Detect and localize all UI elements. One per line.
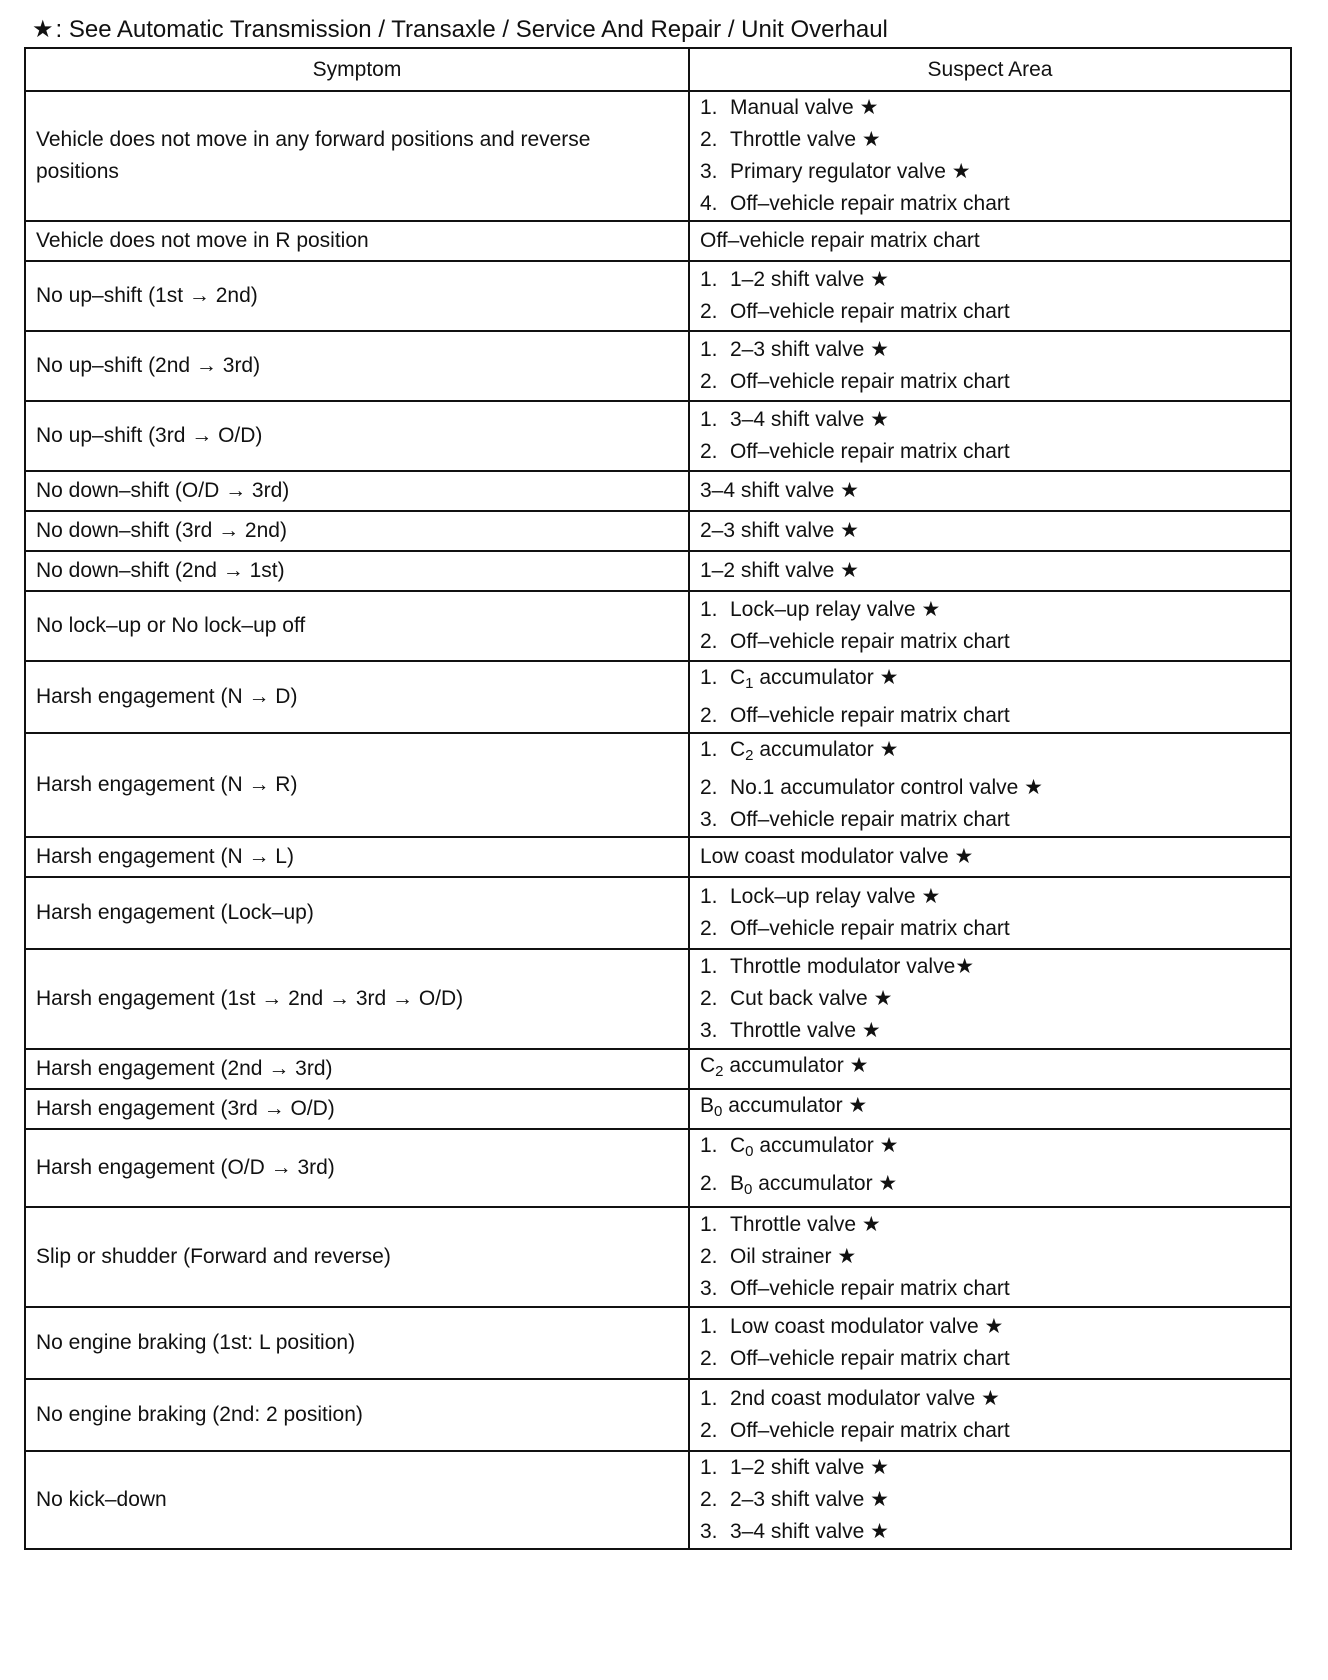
suspect-area-cell <box>689 401 1291 471</box>
list-item-number: 1. <box>700 955 718 978</box>
list-item <box>700 188 1280 220</box>
table-row <box>25 591 1291 661</box>
suspect-area-item <box>700 841 1280 873</box>
suspect-area-text: 3–4 shift valve ★ <box>730 408 889 431</box>
suspect-area-cell <box>689 261 1291 331</box>
suspect-area-cell <box>689 1379 1291 1451</box>
table-row <box>25 1129 1291 1207</box>
suspect-area-cell <box>689 511 1291 551</box>
suspect-area-cell <box>689 1049 1291 1089</box>
list-item <box>700 913 1280 945</box>
list-item-number: 2. <box>700 704 718 727</box>
component-letter: B <box>730 1172 745 1195</box>
component-subscript: 2 <box>745 747 754 764</box>
list-item <box>700 404 1280 436</box>
suspect-area-column-header: Suspect Area <box>689 48 1291 91</box>
suspect-area-item <box>700 1050 1280 1088</box>
symptom-cell: Harsh engagement (O/D → 3rd) <box>25 1129 689 1207</box>
list-item-number: 2. <box>700 1172 718 1195</box>
table-row <box>25 261 1291 331</box>
component-letter: B <box>700 1094 715 1117</box>
table-row <box>25 221 1291 261</box>
suspect-area-cell <box>689 661 1291 733</box>
suspect-area-text: 2nd coast modulator valve ★ <box>730 1387 1000 1410</box>
suspect-area-text: 1–2 shift valve ★ <box>700 559 859 582</box>
list-item-number: 1. <box>700 338 718 361</box>
component-subscript: 0 <box>714 1103 723 1120</box>
list-item-number: 3. <box>700 160 718 183</box>
list-item <box>700 366 1280 398</box>
table-row <box>25 837 1291 877</box>
suspect-area-text: Off–vehicle repair matrix chart <box>730 630 1010 653</box>
list-item-number: 1. <box>700 1213 718 1236</box>
symptom-cell: Harsh engagement (Lock–up) <box>25 877 689 949</box>
suspect-area-list <box>700 951 1280 1047</box>
suspect-area-cell <box>689 949 1291 1049</box>
list-item-number: 2. <box>700 440 718 463</box>
list-item <box>700 124 1280 156</box>
suspect-area-text: Off–vehicle repair matrix chart <box>730 370 1010 393</box>
symptom-cell: Harsh engagement (N → L) <box>25 837 689 877</box>
suspect-area-text: 2–3 shift valve ★ <box>730 1488 889 1511</box>
list-item <box>700 662 1280 700</box>
reference-note-text: : See Automatic Transmission / Transaxle / Service And Repair / Unit Overhaul <box>55 16 888 43</box>
suspect-area-item <box>700 225 1280 257</box>
symptom-cell: No down–shift (3rd → 2nd) <box>25 511 689 551</box>
suspect-area-text: 1–2 shift valve ★ <box>730 268 889 291</box>
list-item <box>700 1311 1280 1343</box>
list-item <box>700 804 1280 836</box>
suspect-area-list <box>700 1383 1280 1447</box>
list-item <box>700 1168 1280 1206</box>
suspect-area-text: 3–4 shift valve ★ <box>700 479 859 502</box>
suspect-area-text: Off–vehicle repair matrix chart <box>730 1347 1010 1370</box>
suspect-area-text: Throttle valve ★ <box>730 128 881 151</box>
list-item-number: 2. <box>700 987 718 1010</box>
suspect-area-text: accumulator ★ <box>753 666 899 689</box>
symptom-cell: No kick–down <box>25 1451 689 1549</box>
list-item <box>700 436 1280 468</box>
list-item <box>700 156 1280 188</box>
list-item-number: 1. <box>700 598 718 621</box>
component-letter: C <box>730 738 746 761</box>
suspect-area-text: 3–4 shift valve ★ <box>730 1520 889 1543</box>
table-row <box>25 661 1291 733</box>
suspect-area-item <box>700 515 1280 547</box>
component-letter: C <box>700 1054 716 1077</box>
list-item-number: 2. <box>700 128 718 151</box>
suspect-area-list <box>700 334 1280 398</box>
component-subscript: 1 <box>745 675 754 692</box>
suspect-area-text: 2–3 shift valve ★ <box>700 519 859 542</box>
suspect-area-text: accumulator ★ <box>753 738 899 761</box>
suspect-area-text: Off–vehicle repair matrix chart <box>730 192 1010 215</box>
star-icon: ★ <box>32 16 54 43</box>
suspect-area-text: Lock–up relay valve ★ <box>730 885 941 908</box>
table-row <box>25 1307 1291 1379</box>
suspect-area-text: accumulator ★ <box>753 1134 899 1157</box>
suspect-area-list <box>700 404 1280 468</box>
table-row <box>25 91 1291 221</box>
list-item <box>700 626 1280 658</box>
symptom-cell: No down–shift (O/D → 3rd) <box>25 471 689 511</box>
symptom-cell: Vehicle does not move in R position <box>25 221 689 261</box>
list-item-number: 3. <box>700 1277 718 1300</box>
symptom-column-header: Symptom <box>25 48 689 91</box>
suspect-area-cell <box>689 1129 1291 1207</box>
list-item <box>700 881 1280 913</box>
suspect-area-text: Low coast modulator valve ★ <box>730 1315 1004 1338</box>
suspect-area-item <box>700 475 1280 507</box>
suspect-area-cell <box>689 1207 1291 1307</box>
suspect-area-cell <box>689 1451 1291 1549</box>
list-item <box>700 1209 1280 1241</box>
symptom-cell: No lock–up or No lock–up off <box>25 591 689 661</box>
list-item-number: 3. <box>700 1520 718 1543</box>
table-row <box>25 1089 1291 1129</box>
list-item-number: 1. <box>700 1387 718 1410</box>
table-row <box>25 1379 1291 1451</box>
suspect-area-cell <box>689 551 1291 591</box>
suspect-area-text: 2–3 shift valve ★ <box>730 338 889 361</box>
list-item <box>700 772 1280 804</box>
list-item <box>700 1015 1280 1047</box>
table-row <box>25 511 1291 551</box>
suspect-area-text: Off–vehicle repair matrix chart <box>700 229 980 252</box>
suspect-area-text: Off–vehicle repair matrix chart <box>730 440 1010 463</box>
suspect-area-text: Low coast modulator valve ★ <box>700 845 974 868</box>
suspect-area-cell <box>689 733 1291 837</box>
suspect-area-text: Cut back valve ★ <box>730 987 893 1010</box>
component-letter: C <box>730 1134 746 1157</box>
table-row <box>25 471 1291 511</box>
suspect-area-list <box>700 594 1280 658</box>
list-item-number: 2. <box>700 370 718 393</box>
table-row <box>25 1049 1291 1089</box>
symptom-cell: Slip or shudder (Forward and reverse) <box>25 1207 689 1307</box>
component-subscript: 0 <box>745 1143 754 1160</box>
list-item-number: 1. <box>700 1134 718 1157</box>
suspect-area-list <box>700 662 1280 732</box>
suspect-area-list <box>700 264 1280 328</box>
table-row <box>25 1207 1291 1307</box>
suspect-area-text: accumulator ★ <box>723 1054 869 1077</box>
suspect-area-list <box>700 92 1280 220</box>
list-item <box>700 1130 1280 1168</box>
suspect-area-text: Oil strainer ★ <box>730 1245 857 1268</box>
table-row <box>25 733 1291 837</box>
component-subscript: 2 <box>715 1063 724 1080</box>
symptom-cell: No down–shift (2nd → 1st) <box>25 551 689 591</box>
list-item <box>700 1241 1280 1273</box>
list-item <box>700 1484 1280 1516</box>
list-item <box>700 1383 1280 1415</box>
troubleshooting-table <box>24 47 1292 1550</box>
list-item-number: 2. <box>700 776 718 799</box>
list-item-number: 3. <box>700 1019 718 1042</box>
suspect-area-text: No.1 accumulator control valve ★ <box>730 776 1043 799</box>
table-row <box>25 331 1291 401</box>
list-item <box>700 700 1280 732</box>
list-item <box>700 734 1280 772</box>
symptom-cell: No up–shift (3rd → O/D) <box>25 401 689 471</box>
symptom-cell: Harsh engagement (N → R) <box>25 733 689 837</box>
list-item-number: 2. <box>700 917 718 940</box>
suspect-area-cell <box>689 837 1291 877</box>
suspect-area-cell <box>689 1089 1291 1129</box>
suspect-area-text: Primary regulator valve ★ <box>730 160 971 183</box>
list-item-number: 2. <box>700 1245 718 1268</box>
list-item-number: 1. <box>700 885 718 908</box>
suspect-area-cell <box>689 221 1291 261</box>
suspect-area-text: accumulator ★ <box>752 1172 898 1195</box>
suspect-area-text: Off–vehicle repair matrix chart <box>730 1419 1010 1442</box>
list-item-number: 2. <box>700 1488 718 1511</box>
suspect-area-list <box>700 734 1280 836</box>
reference-note <box>32 12 888 48</box>
suspect-area-cell <box>689 591 1291 661</box>
list-item-number: 1. <box>700 1456 718 1479</box>
list-item-number: 1. <box>700 1315 718 1338</box>
table-header-row <box>25 48 1291 91</box>
component-subscript: 0 <box>744 1181 753 1198</box>
list-item-number: 2. <box>700 630 718 653</box>
list-item-number: 2. <box>700 300 718 323</box>
list-item <box>700 334 1280 366</box>
suspect-area-text: Off–vehicle repair matrix chart <box>730 1277 1010 1300</box>
list-item-number: 1. <box>700 408 718 431</box>
symptom-cell: Harsh engagement (1st → 2nd → 3rd → O/D) <box>25 949 689 1049</box>
list-item-number: 1. <box>700 96 718 119</box>
suspect-area-text: Manual valve ★ <box>730 96 879 119</box>
suspect-area-cell <box>689 877 1291 949</box>
suspect-area-text: Lock–up relay valve ★ <box>730 598 941 621</box>
suspect-area-list <box>700 881 1280 945</box>
list-item-number: 1. <box>700 268 718 291</box>
list-item-number: 3. <box>700 808 718 831</box>
suspect-area-item <box>700 1090 1280 1128</box>
suspect-area-list <box>700 1452 1280 1548</box>
symptom-cell: No engine braking (1st: L position) <box>25 1307 689 1379</box>
list-item <box>700 92 1280 124</box>
list-item-number: 1. <box>700 666 718 689</box>
suspect-area-text: Throttle valve ★ <box>730 1019 881 1042</box>
suspect-area-cell <box>689 471 1291 511</box>
list-item-number: 2. <box>700 1347 718 1370</box>
table-row <box>25 401 1291 471</box>
symptom-cell: No up–shift (1st → 2nd) <box>25 261 689 331</box>
symptom-cell: Vehicle does not move in any forward positions and reverse positions <box>25 91 689 221</box>
list-item-number: 1. <box>700 738 718 761</box>
list-item <box>700 264 1280 296</box>
table-row <box>25 1451 1291 1549</box>
suspect-area-text: Off–vehicle repair matrix chart <box>730 704 1010 727</box>
list-item <box>700 1273 1280 1305</box>
list-item <box>700 1343 1280 1375</box>
suspect-area-list <box>700 1130 1280 1206</box>
suspect-area-item <box>700 555 1280 587</box>
suspect-area-text: Off–vehicle repair matrix chart <box>730 300 1010 323</box>
symptom-cell: No up–shift (2nd → 3rd) <box>25 331 689 401</box>
table-row <box>25 949 1291 1049</box>
suspect-area-text: Throttle valve ★ <box>730 1213 881 1236</box>
symptom-cell: Harsh engagement (N → D) <box>25 661 689 733</box>
symptom-cell: Harsh engagement (3rd → O/D) <box>25 1089 689 1129</box>
list-item <box>700 1415 1280 1447</box>
suspect-area-list <box>700 1209 1280 1305</box>
list-item <box>700 594 1280 626</box>
suspect-area-text: accumulator ★ <box>722 1094 868 1117</box>
suspect-area-cell <box>689 331 1291 401</box>
list-item-number: 4. <box>700 192 718 215</box>
list-item <box>700 1452 1280 1484</box>
list-item <box>700 983 1280 1015</box>
symptom-cell: No engine braking (2nd: 2 position) <box>25 1379 689 1451</box>
suspect-area-text: Off–vehicle repair matrix chart <box>730 808 1010 831</box>
table-row <box>25 877 1291 949</box>
table-row <box>25 551 1291 591</box>
suspect-area-text: 1–2 shift valve ★ <box>730 1456 889 1479</box>
suspect-area-cell <box>689 1307 1291 1379</box>
list-item-number: 2. <box>700 1419 718 1442</box>
table-body <box>25 91 1291 1549</box>
list-item <box>700 296 1280 328</box>
suspect-area-cell <box>689 91 1291 221</box>
list-item <box>700 951 1280 983</box>
symptom-cell: Harsh engagement (2nd → 3rd) <box>25 1049 689 1089</box>
list-item <box>700 1516 1280 1548</box>
component-letter: C <box>730 666 746 689</box>
suspect-area-text: Throttle modulator valve★ <box>730 955 975 978</box>
suspect-area-list <box>700 1311 1280 1375</box>
suspect-area-text: Off–vehicle repair matrix chart <box>730 917 1010 940</box>
